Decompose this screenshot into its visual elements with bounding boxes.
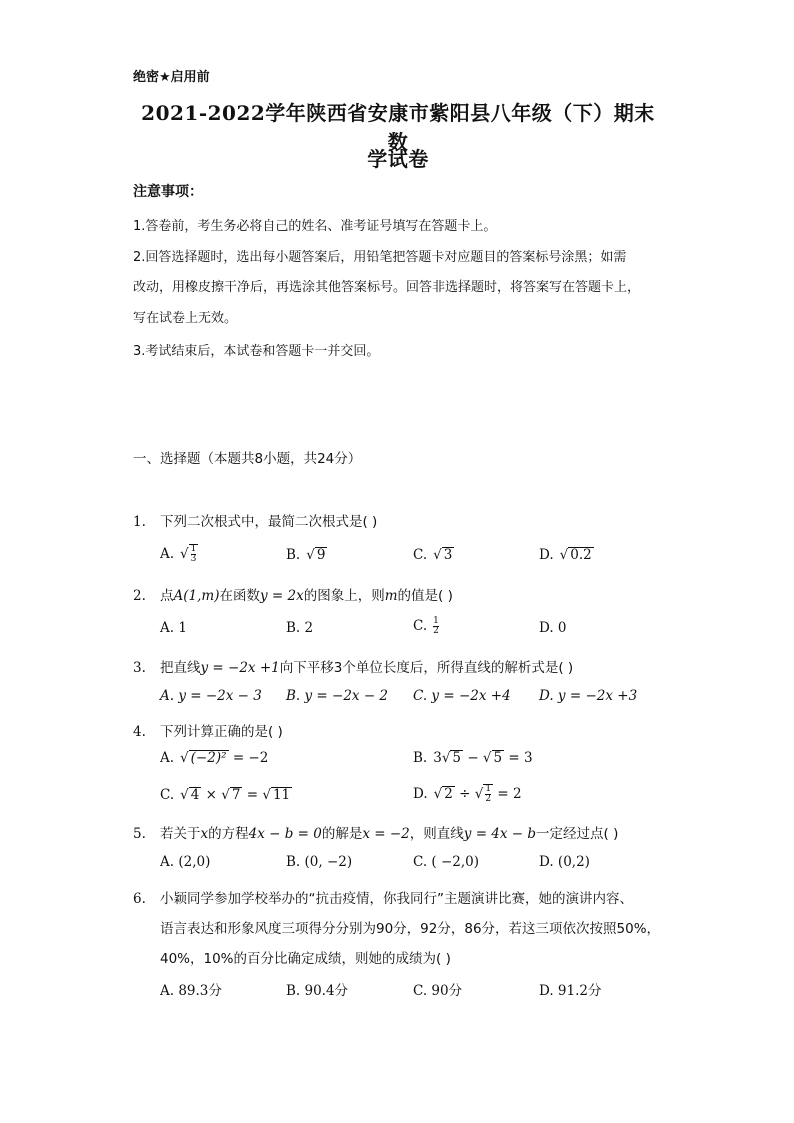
q6-option-c: C. 90分 <box>413 983 463 999</box>
q2-option-d: D. 0 <box>539 620 567 636</box>
q5-option-c: C. ( −2,0) <box>413 854 480 870</box>
page-title-line1: 2021-2022学年陕西省安康市紫阳县八年级（下）期末数 <box>141 101 655 154</box>
q4-option-c: C. √ 4 × √ 7 = √ 11 <box>160 787 291 803</box>
q4-option-d: D. √ 2 ÷ √ $\frac{1}{2}$ = 2 <box>413 784 522 804</box>
q6-option-a: A. 89.3分 <box>160 983 222 999</box>
q5-option-b: B. (0, −2) <box>286 854 353 870</box>
question-4: 4. 下列计算正确的是( ) <box>133 724 283 740</box>
q3-option-d: D. y = −2x +3 <box>539 688 638 704</box>
question-3: 3. 把直线y = −2x +1向下平移3个单位长度后，所得直线的解析式是( ) <box>133 660 574 676</box>
notice-item-2: 2.回答选择题时，选出每小题答案后，用铅笔把答题卡对应题目的答案标号涂黑；如需 <box>133 250 627 265</box>
notice-item-1: 1.答卷前，考生务必将自己的姓名、准考证号填写在答题卡上。 <box>133 219 497 234</box>
notice-item-3: 3.考试结束后，本试卷和答题卡一并交回。 <box>133 344 380 359</box>
q3-option-c: C. y = −2x +4 <box>413 688 511 704</box>
notice-title: 注意事项： <box>133 184 203 200</box>
question-6-line3: 40%，10%的百分比确定成绩，则她的成绩为( ) <box>160 951 451 967</box>
q6-option-d: D. 91.2分 <box>539 983 602 999</box>
question-2: 2. 点A(1,m)在函数y = 2x的图象上，则m的值是( ) <box>133 588 453 604</box>
page-title-line2: 学试卷 <box>367 147 429 171</box>
question-6-line2: 语言表达和形象风度三项得分分别为90分，92分，86分，若这三项依次按照50%， <box>160 921 661 937</box>
question-5: 5. 若关于x的方程4x − b = 0的解是x = −2，则直线y = 4x − b一定经过点( ) <box>133 826 619 842</box>
q2-option-c: C. $\frac{1}{2}$ <box>413 616 439 636</box>
question-1: 1. 下列二次根式中，最简二次根式是( ) <box>133 514 378 530</box>
notice-item-2-end: 写在试卷上无效。 <box>133 311 238 326</box>
q4-option-a: A. √ (−2)² = −2 <box>160 750 269 766</box>
q2-option-a: A. 1 <box>160 620 187 636</box>
secret-label: 绝密★启用前 <box>133 70 210 85</box>
q1-option-c: C. √ 3 <box>413 547 453 563</box>
q2-option-b: B. 2 <box>286 620 314 636</box>
notice-item-2-cont: 改动，用橡皮擦干净后，再选涂其他答案标号。回答非选择题时，将答案写在答题卡上， <box>133 280 641 295</box>
q4-option-b: B. 3√ 5 − √ 5 = 3 <box>413 750 533 766</box>
q1-option-b: B. √ 9 <box>286 547 326 563</box>
question-6: 6. 小颖同学参加学校举办的“抗击疫情，你我同行”主题演讲比赛，她的演讲内容、 <box>133 891 633 907</box>
q1-option-a: A. √ $\frac{1}{3}$ <box>160 544 197 564</box>
q1-option-d: D. √ 0.2 <box>539 547 592 563</box>
q5-option-a: A. (2,0) <box>160 854 211 870</box>
q5-option-d: D. (0,2) <box>539 854 590 870</box>
q3-option-b: B. y = −2x − 2 <box>286 688 389 704</box>
section-heading: 一、选择题（本题共8小题，共24分） <box>133 451 362 467</box>
q3-option-a: A. y = −2x − 3 <box>160 688 262 704</box>
q6-option-b: B. 90.4分 <box>286 983 349 999</box>
